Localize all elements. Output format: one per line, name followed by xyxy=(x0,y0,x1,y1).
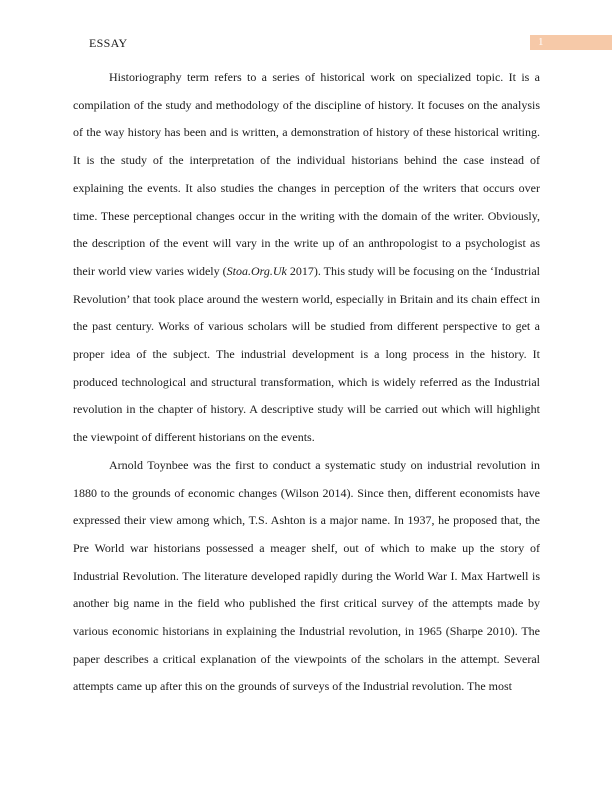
paragraph-historiography-text-start: Historiography term refers to a series of historical work on specialized topic. It is a compilation of the study and methodology of the discipline of history. It focuses on the analysis of the way history has been and is written, a demonstration of history of these historical writing. It is the study of the interpretation of the individual historians behind the case instead of explaining the events. It also studies the changes in perception of the writers that occurs over time. These perceptional changes occur in the writing with the domain of the writer. Obviously, the description of the event will vary in the write up of an anthropologist to a psychologist as their world view varies widely ( xyxy=(73,70,540,278)
document-header-title: ESSAY xyxy=(89,36,128,50)
citation-italic-source: Stoa.Org.Uk xyxy=(226,263,287,278)
document-body xyxy=(73,64,540,701)
paragraph-toynbee: Arnold Toynbee was the first to conduct a systematic study on industrial revolution in 1880 to the grounds of economic changes (Wilson 2014). Since then, different economists have expressed their view among which, T.S. Ashton is a major name. In 1937, he proposed that, the Pre World war historians possessed a meager shelf, out of which to make up the story of Industrial Revolution. The literature developed rapidly during the World War I. Max Hartwell is another big name in the field who published the first critical survey of the attempts made by various economic historians in explaining the Industrial revolution, in 1965 (Sharpe 2010). The paper describes a critical explanation of the viewpoints of the scholars in the attempt. Several attempts came up after this on the grounds of surveys of the Industrial revolution. The most xyxy=(73,457,540,694)
paragraph-historiography-text-end: 2017). This study will be focusing on the ‘Industrial Revolution’ that took place around the western world, especially in Britain and its chain effect in the past century. Works of various scholars will be studied from different perspective to get a proper idea of the subject. The industrial development is a long process in the history. It produced technological and structural transformation, which is widely referred as the Industrial revolution in the chapter of history. A descriptive study will be carried out which will highlight the viewpoint of different historians on the events. xyxy=(73,263,540,445)
page-number: 1 xyxy=(538,36,544,48)
page-number-band xyxy=(530,35,612,50)
paragraph-historiography xyxy=(73,64,540,452)
